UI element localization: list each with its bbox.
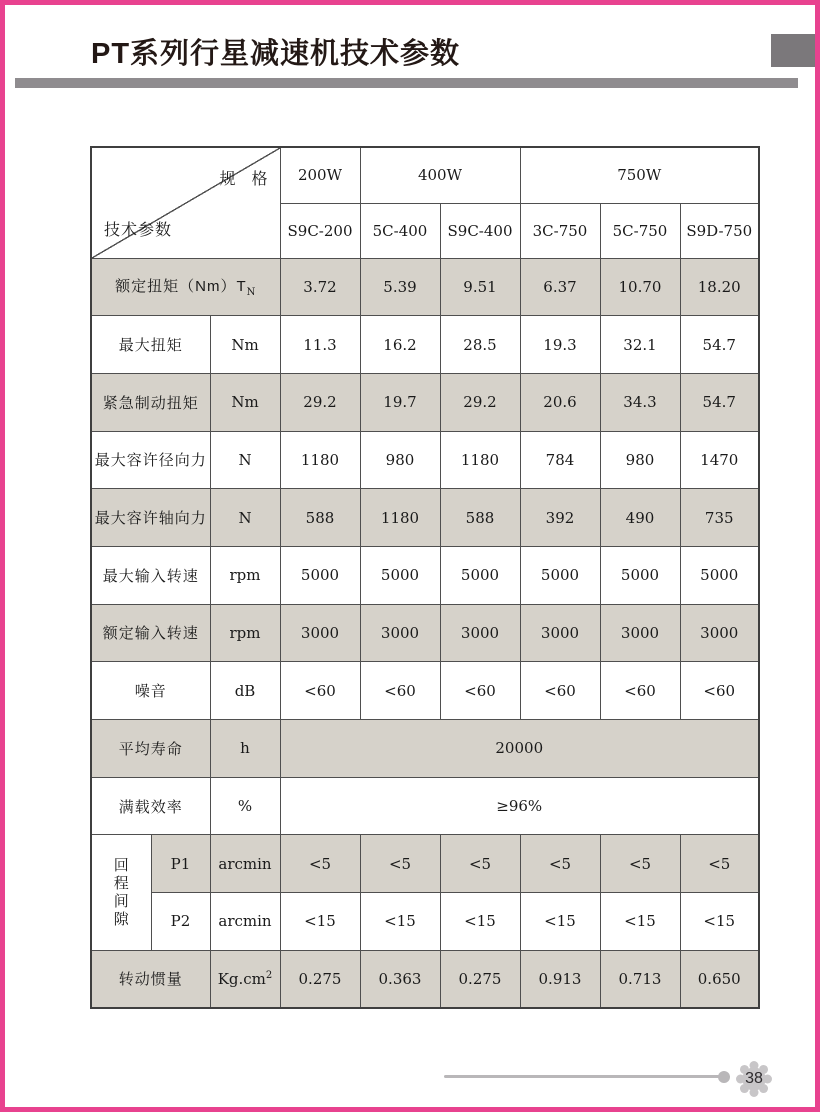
- value-cell: 10.70: [600, 258, 680, 316]
- row-label: 转动惯量: [91, 950, 210, 1008]
- value-cell: 5.39: [360, 258, 440, 316]
- value-cell: 5000: [440, 546, 520, 604]
- value-cell: 735: [680, 489, 759, 547]
- value-cell: 5000: [280, 546, 360, 604]
- power-group-400w: 400W: [360, 147, 520, 203]
- value-cell: 3000: [680, 604, 759, 662]
- unit-cell: rpm: [210, 546, 280, 604]
- model-header: 5C-400: [360, 203, 440, 258]
- value-cell: <60: [280, 662, 360, 720]
- row-label: 平均寿命: [91, 720, 210, 778]
- value-cell: <60: [520, 662, 600, 720]
- unit-cell: arcmin: [210, 893, 280, 951]
- unit-cell: $Kg.cm^2$: [210, 950, 280, 1008]
- model-header: S9D-750: [680, 203, 759, 258]
- header-rule-bar: [15, 78, 798, 88]
- value-cell: 54.7: [680, 373, 759, 431]
- value-cell: <15: [600, 893, 680, 951]
- value-cell: <5: [280, 835, 360, 893]
- value-cell: 588: [280, 489, 360, 547]
- value-cell: 0.713: [600, 950, 680, 1008]
- value-cell: 3.72: [280, 258, 360, 316]
- value-cell: 392: [520, 489, 600, 547]
- value-cell: 9.51: [440, 258, 520, 316]
- model-header: 5C-750: [600, 203, 680, 258]
- unit-cell: Nm: [210, 373, 280, 431]
- row-axial-force: [91, 489, 759, 547]
- value-cell: 5000: [600, 546, 680, 604]
- value-cell: <15: [520, 893, 600, 951]
- row-label: 额定扭矩$(Nm)T_N$: [91, 258, 280, 316]
- value-cell: <15: [360, 893, 440, 951]
- value-cell: 32.1: [600, 316, 680, 374]
- value-cell-merged: 20000: [280, 720, 759, 778]
- value-cell: 0.650: [680, 950, 759, 1008]
- value-cell: 490: [600, 489, 680, 547]
- row-label: 最大扭矩: [91, 316, 210, 374]
- value-cell: 0.363: [360, 950, 440, 1008]
- power-group-200w: 200W: [280, 147, 360, 203]
- value-cell: 588: [440, 489, 520, 547]
- spec-table: [90, 146, 760, 1009]
- model-header: S9C-400: [440, 203, 520, 258]
- value-cell: <5: [600, 835, 680, 893]
- value-cell: 20.6: [520, 373, 600, 431]
- value-cell: 29.2: [280, 373, 360, 431]
- value-cell: <60: [600, 662, 680, 720]
- unit-cell: N: [210, 489, 280, 547]
- corner-params-label: 技术参数: [104, 221, 173, 239]
- unit-cell: arcmin: [210, 835, 280, 893]
- value-cell: 18.20: [680, 258, 759, 316]
- value-cell: 19.7: [360, 373, 440, 431]
- page-title: PT系列行星减速机技术参数: [91, 38, 461, 70]
- value-cell: 3000: [360, 604, 440, 662]
- value-cell: 28.5: [440, 316, 520, 374]
- value-cell: 6.37: [520, 258, 600, 316]
- footer-rule: [444, 1075, 724, 1078]
- value-cell: <5: [360, 835, 440, 893]
- unit-cell: Nm: [210, 316, 280, 374]
- value-cell: 1180: [360, 489, 440, 547]
- footer-dot: [718, 1071, 730, 1083]
- header-corner-square: [771, 34, 818, 67]
- model-header: S9C-200: [280, 203, 360, 258]
- value-cell: 29.2: [440, 373, 520, 431]
- value-cell: 3000: [440, 604, 520, 662]
- model-header: 3C-750: [520, 203, 600, 258]
- unit-cell: h: [210, 720, 280, 778]
- value-cell: 11.3: [280, 316, 360, 374]
- row-rated-torque: [91, 258, 759, 316]
- header-row-power: [91, 147, 759, 203]
- value-cell: <15: [280, 893, 360, 951]
- sub-row-label: P1: [151, 835, 210, 893]
- value-cell: 16.2: [360, 316, 440, 374]
- value-cell-merged: ≥96%: [280, 777, 759, 835]
- row-label: 最大容许轴向力: [91, 489, 210, 547]
- row-inertia: [91, 950, 759, 1008]
- value-cell: 19.3: [520, 316, 600, 374]
- backlash-group-label: 回程间隙: [91, 835, 151, 950]
- value-cell: 1180: [440, 431, 520, 489]
- row-backlash-p2: [91, 893, 759, 951]
- value-cell: <15: [680, 893, 759, 951]
- value-cell: 3000: [520, 604, 600, 662]
- value-cell: 3000: [600, 604, 680, 662]
- value-cell: <15: [440, 893, 520, 951]
- value-cell: 784: [520, 431, 600, 489]
- row-radial-force: [91, 431, 759, 489]
- row-max-torque: [91, 316, 759, 374]
- row-label: 额定输入转速: [91, 604, 210, 662]
- row-label: 最大输入转速: [91, 546, 210, 604]
- value-cell: 0.913: [520, 950, 600, 1008]
- page-number-gear: [736, 1061, 772, 1097]
- value-cell: <60: [440, 662, 520, 720]
- sub-row-label: P2: [151, 893, 210, 951]
- unit-cell: rpm: [210, 604, 280, 662]
- value-cell: 1180: [280, 431, 360, 489]
- row-max-speed: [91, 546, 759, 604]
- value-cell: 980: [600, 431, 680, 489]
- value-cell: 0.275: [280, 950, 360, 1008]
- value-cell: 5000: [520, 546, 600, 604]
- value-cell: 5000: [360, 546, 440, 604]
- corner-diagonal-cell: [91, 147, 280, 258]
- value-cell: 5000: [680, 546, 759, 604]
- corner-spec-label: 规 格: [219, 171, 268, 188]
- row-label: 满载效率: [91, 777, 210, 835]
- value-cell: 3000: [280, 604, 360, 662]
- row-brake-torque: [91, 373, 759, 431]
- value-cell: <5: [440, 835, 520, 893]
- row-efficiency: [91, 777, 759, 835]
- value-cell: 34.3: [600, 373, 680, 431]
- spec-table-wrap: [90, 146, 760, 1009]
- value-cell: <60: [360, 662, 440, 720]
- value-cell: <5: [520, 835, 600, 893]
- value-cell: 0.275: [440, 950, 520, 1008]
- value-cell: <5: [680, 835, 759, 893]
- value-cell: <60: [680, 662, 759, 720]
- row-noise: [91, 662, 759, 720]
- row-label: 紧急制动扭矩: [91, 373, 210, 431]
- value-cell: 54.7: [680, 316, 759, 374]
- power-group-750w: 750W: [520, 147, 759, 203]
- unit-cell: %: [210, 777, 280, 835]
- row-label: 噪音: [91, 662, 210, 720]
- row-label: 最大容许径向力: [91, 431, 210, 489]
- row-rated-speed: [91, 604, 759, 662]
- unit-cell: N: [210, 431, 280, 489]
- page-number: 38: [745, 1070, 763, 1087]
- row-life: [91, 720, 759, 778]
- value-cell: 980: [360, 431, 440, 489]
- unit-cell: dB: [210, 662, 280, 720]
- row-backlash-p1: [91, 835, 759, 893]
- value-cell: 1470: [680, 431, 759, 489]
